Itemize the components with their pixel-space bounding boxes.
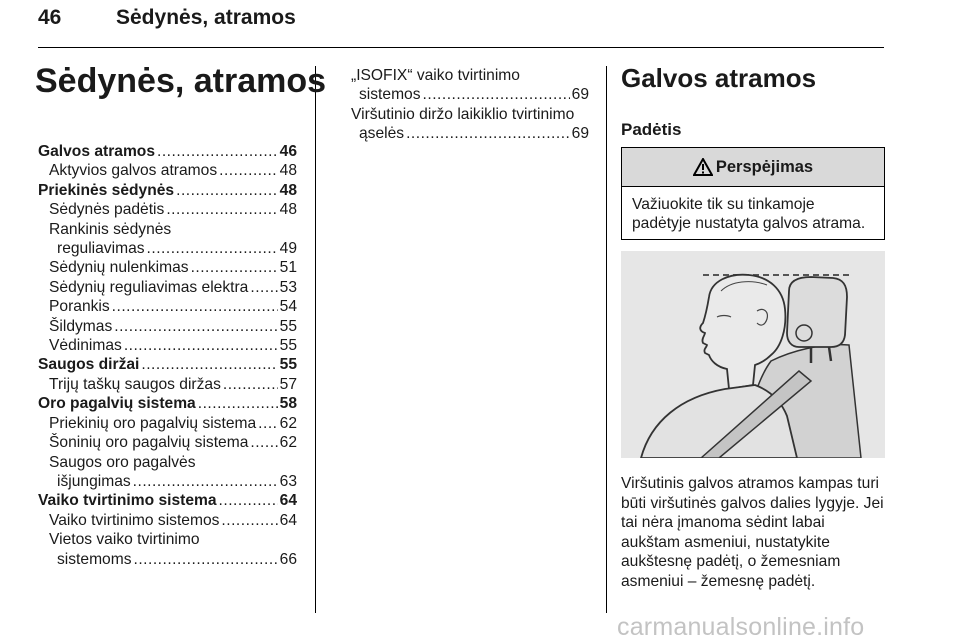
toc-entry-label: reguliavimas [57,240,145,258]
toc-page-number: 48 [279,181,297,199]
head-restraint-illustration [621,251,885,458]
toc-entry-label: ąselės [359,125,405,143]
warning-title: Perspėjimas [715,157,814,176]
toc-entry-label: išjungimas [57,472,131,490]
toc-entry[interactable] [38,161,297,180]
toc-entry-label: Vėdinimas [49,337,122,355]
toc-entry-label: Šildymas [49,317,113,335]
toc-entry-label: Viršutinio diržo laikiklio tvirtinimo [351,105,575,123]
toc-entry[interactable] [340,66,589,85]
toc-page-number: 62 [279,414,297,432]
toc-page-number: 51 [279,259,297,277]
header-rule [38,47,884,48]
toc-leader-dots [134,550,278,569]
toc-entry[interactable] [38,239,297,258]
toc-entry[interactable] [38,200,297,219]
toc-entry[interactable] [38,336,297,355]
toc-page-number: 58 [279,395,297,413]
toc-page-number: 66 [279,550,297,568]
toc-entry-label: sistemoms [57,550,132,568]
toc-entry-label: Saugos oro pagalvės [49,453,196,471]
head-restraint-drawing [621,251,885,458]
toc-leader-dots [124,336,278,355]
toc-page-number: 48 [279,201,297,219]
toc-entry[interactable] [38,375,297,394]
warning-triangle-icon [693,158,713,176]
toc-entry-label: „ISOFIX“ vaiko tvirtinimo [351,67,520,84]
toc-entry[interactable] [38,181,297,200]
subheading: Padėtis [621,120,682,139]
section-title: Galvos atramos [621,63,817,93]
toc-page-number: 57 [279,375,297,393]
toc-page-number: 64 [279,511,297,529]
toc-entry-label: Vaiko tvirtinimo sistema [38,492,217,510]
toc-column-2 [340,66,589,144]
toc-leader-dots [112,297,278,316]
toc-page-number: 55 [279,317,297,335]
toc-leader-dots [219,491,278,510]
toc-entry[interactable] [38,550,297,569]
page-number: 46 [38,6,62,29]
watermark: carmanualsonline.info [617,613,865,641]
toc-entry-label: Priekinių oro pagalvių sistema [49,414,257,432]
toc-leader-dots [221,511,277,530]
toc-entry-label: Porankis [49,298,110,316]
toc-entry-label: Aktyvios galvos atramos [49,162,218,180]
toc-entry-label: Sėdynių nulenkimas [49,259,189,277]
warning-box [621,147,885,240]
toc-page-number: 69 [571,125,589,143]
toc-page-number: 49 [279,240,297,258]
toc-leader-dots [423,85,570,104]
toc-entry[interactable] [38,433,297,452]
toc-page-number: 53 [279,278,297,296]
toc-entry-label: Vaiko tvirtinimo sistemos [49,511,220,529]
toc-entry[interactable] [38,511,297,530]
toc-leader-dots [198,394,278,413]
warning-text: Važiuokite tik su tinkamoje padėtyje nustatyta galvos atrama. [632,196,866,233]
toc-leader-dots [166,200,277,219]
toc-page-number: 46 [279,143,297,160]
toc-entry[interactable] [340,85,589,104]
toc-leader-dots [133,472,278,491]
toc-entry[interactable] [38,394,297,413]
toc-entry-label: Trijų taškų saugos diržas [49,375,221,393]
toc-page-number: 48 [279,162,297,180]
column-divider-1 [315,66,316,613]
toc-page-number: 69 [571,86,589,104]
toc-entry-label: Galvos atramos [38,143,156,160]
toc-page-number: 63 [279,472,297,490]
toc-entry[interactable] [38,317,297,336]
toc-leader-dots [258,414,277,433]
toc-entry[interactable] [340,105,589,124]
toc-page-number: 64 [279,492,297,510]
toc-entry-label: Sėdynės padėtis [49,201,165,219]
toc-entry[interactable] [38,472,297,491]
toc-leader-dots [250,278,277,297]
toc-entry[interactable] [38,414,297,433]
toc-entry-label: Saugos diržai [38,356,140,374]
toc-leader-dots [219,161,278,180]
toc-column-1 [38,142,297,569]
toc-entry-label: Rankinis sėdynės [49,220,172,238]
toc-entry[interactable] [38,297,297,316]
toc-leader-dots [141,355,277,374]
toc-leader-dots [250,433,277,452]
toc-entry-label: Priekinės sėdynės [38,181,175,199]
warning-header [622,148,884,187]
toc-leader-dots [147,239,278,258]
toc-entry[interactable] [38,258,297,277]
toc-leader-dots [191,258,278,277]
chapter-title: Sėdynės, atramos [35,62,327,100]
toc-page-number: 55 [279,337,297,355]
toc-entry[interactable] [38,142,297,161]
toc-entry[interactable] [38,491,297,510]
toc-entry[interactable] [38,355,297,374]
toc-page-number: 54 [279,298,297,316]
toc-entry-label: Sėdynių reguliavimas elektra [49,278,249,296]
toc-page-number: 62 [279,434,297,452]
toc-entry-label: Šoninių oro pagalvių sistema [49,434,249,452]
toc-leader-dots [114,317,277,336]
toc-leader-dots [406,124,570,143]
toc-leader-dots [176,181,278,200]
toc-entry[interactable] [38,278,297,297]
toc-entry[interactable] [38,220,297,239]
column-divider-2 [606,66,607,613]
toc-leader-dots [223,375,278,394]
toc-entry[interactable] [38,453,297,472]
toc-leader-dots [157,142,278,161]
toc-entry-label: sistemos [359,86,421,104]
toc-entry[interactable] [38,530,297,549]
body-paragraph: Viršutinis galvos atramos kampas turi būti viršutinės galvos dalies lygyje. Jei tai nėra įmanoma sėdint labai aukštam asmeniui, nustatykite aukštesnę padėtį, o žemesniam asmeniui – žemesnę padėtį. [621,475,884,590]
running-header-title: Sėdynės, atramos [116,6,296,29]
toc-page-number: 55 [279,356,297,374]
toc-entry-label: Vietos vaiko tvirtinimo [49,531,200,549]
toc-entry[interactable] [340,124,589,143]
toc-entry-label: Oro pagalvių sistema [38,395,196,413]
